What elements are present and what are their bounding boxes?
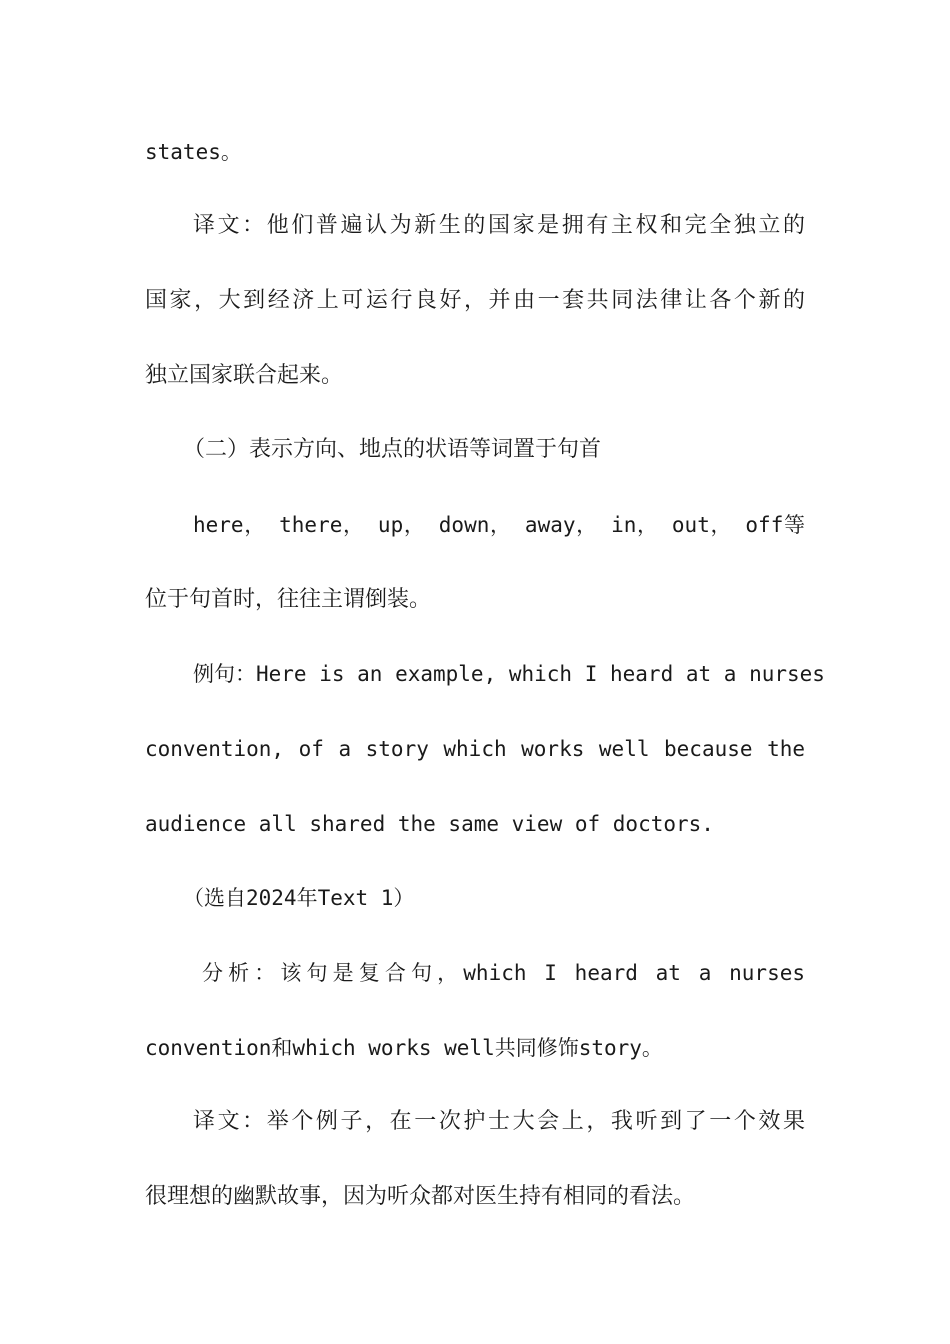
- translation-line-3: 独立国家联合起来。: [145, 363, 344, 388]
- rule-line: 位于句首时，往往主谓倒装。: [145, 587, 432, 612]
- section-heading: （二）表示方向、地点的状语等词置于句首: [183, 437, 602, 462]
- word-list-line: here， there， up， down， away， in， out， off等: [193, 513, 805, 537]
- translation-2-line-2: 很理想的幽默故事，因为听众都对医生持有相同的看法。: [145, 1184, 696, 1209]
- source-citation: （选自2024年Text 1）: [183, 886, 415, 910]
- analysis-line-2: convention和which works well共同修饰story。: [145, 1036, 663, 1060]
- example-line-2: convention, of a story which works well because the: [145, 737, 805, 761]
- example-line-3: audience all shared the same view of doctors.: [145, 812, 714, 836]
- translation-line-2: 国家，大到经济上可运行良好，并由一套共同法律让各个新的: [145, 288, 805, 313]
- example-line-1: 例句：Here is an example, which I heard at a nurses: [193, 662, 825, 686]
- translation-line-1: 译文：他们普遍认为新生的国家是拥有主权和完全独立的: [193, 213, 805, 238]
- analysis-line-1: 分析：该句是复合句，which I heard at a nurses: [202, 961, 805, 985]
- translation-2-line-1: 译文：举个例子，在一次护士大会上，我听到了一个效果: [193, 1109, 805, 1134]
- text-line-states: states。: [145, 140, 242, 164]
